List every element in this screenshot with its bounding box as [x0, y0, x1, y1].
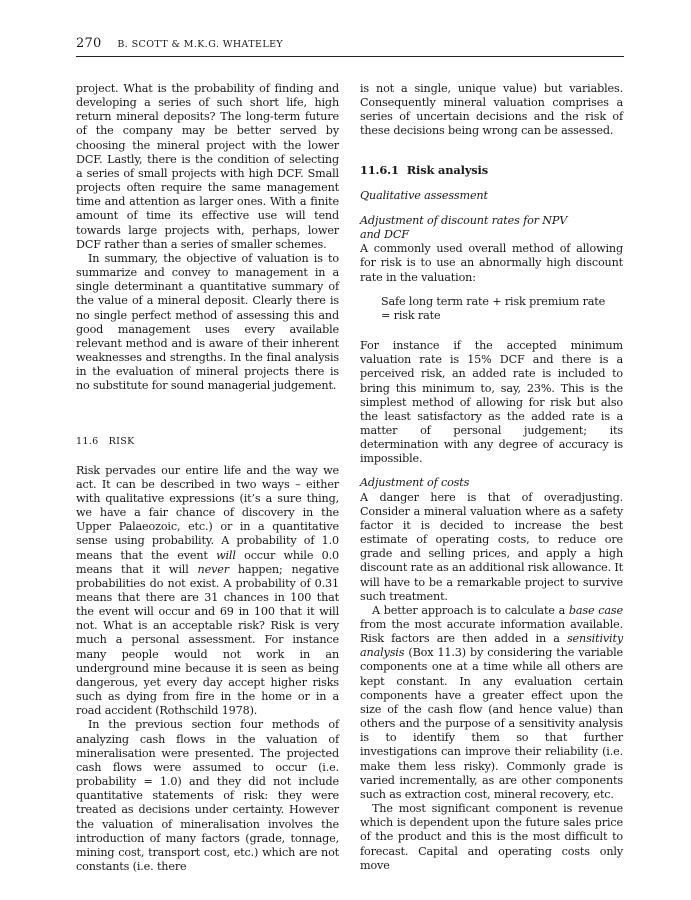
paragraph: A better approach is to calculate a base case from the most accurate information available. Risk factors are then added in a sensitivity analysis (Box 11.3) by considering the variable components one at a time while all others are kept constant. In any evaluation certain components have a greater effect upon the size of the cash flow (and hence value) than others and the purpose of a sensitivity analysis is to identify them so that further investigations can improve their reliability (i.e. make them less risky). Commonly grade is varied incrementally, as are other components such as extraction cost, mineral recovery, etc.	[360, 603, 623, 801]
paragraph: Risk pervades our entire life and the way we act. It can be described in two ways – either with qualitative expressions (it’s a sure thing, we have a fair chance of discovery in the Upper Palaeozoic, etc.) or in a quantitative sense using probability. A probability of 1.0 means that the event will occur while 0.0 means that it will never happen; negative probabilities do not exist. A probability of 0.31 means that there are 31 chances in 100 that the event will occur and 69 in 100 that it will not. What is an acceptable risk? Risk is very much a personal assessment. For instance many people would not work in an underground mine because it is seen as being dangerous, yet every day accept higher risks such as dying from fire in the home or in a road accident (Rothschild 1978).	[76, 463, 339, 718]
paragraph: A danger here is that of overadjusting. Consider a mineral valuation where as a safety factor it is decided to increase the best estimate of operating costs, to reduce ore grade and selling prices, and apply a high discount rate as an additional risk allowance. It will have to be a remarkable project to survive such treatment.	[360, 490, 624, 603]
discount-rates-heading: Adjustment of discount rates for NPV and DCF	[360, 213, 568, 242]
running-header	[76, 36, 624, 51]
left-column	[76, 82, 339, 874]
paragraph: A commonly used overall method of allowing for risk is to use an abnormally high discount rate in the valuation:	[360, 242, 623, 284]
header-rule	[76, 56, 624, 57]
paragraph: is not a single, unique value) but variables. Consequently mineral valuation comprises a series of uncertain decisions and the risk of these decisions being wrong can be assessed.	[360, 82, 623, 138]
paragraph: In summary, the objective of valuation is to summarize and convey to management in a single determinant a quantitative summary of the value of a mineral deposit. Clearly there is no single perfect method of assessing this and good management uses every available relevant method and is aware of their inherent weaknesses and strengths. In the final analysis in the evaluation of mineral projects there is no substitute for sound managerial judgement.	[76, 251, 339, 393]
paragraph: For instance if the accepted minimum valuation rate is 15% DCF and there is a perceived risk, an added rate is included to bring this minimum to, say, 23%. This is the simplest method of allowing for risk but also the least satisfactory as the added rate is a matter of personal judgement; its determination with any degree of accuracy is impossible.	[360, 339, 623, 466]
page-number: 270	[76, 36, 102, 51]
running-head-authors: B. SCOTT & M.K.G. WHATELEY	[117, 39, 284, 50]
adjustment-of-costs-heading: Adjustment of costs	[360, 476, 470, 490]
paragraph: project. What is the probability of finding and developing a series of such short life, high return mineral deposits? The long-term future of the company may be better served by choosing the mineral project with the lower DCF. Lastly, there is the condition of selecting a series of small projects with high DCF. Small projects often require the same management time and attention as larger ones. With a finite amount of time its effective use will tend towards large projects with, perhaps, lower DCF rather than a series of smaller schemes.	[76, 82, 339, 251]
paragraph: In the previous section four methods of analyzing cash flows in the valuation of mineralisation were presented. The projected cash flows were assumed to occur (i.e. probability = 1.0) and they did not include quantitative statements of risk: they were treated as decisions under certainty. However the valuation of mineralisation involves the introduction of many factors (grade, tonnage, mining cost, transport cost, etc.) which are not constants (i.e. there	[76, 718, 339, 873]
right-column	[360, 82, 623, 873]
paragraph: The most significant component is revenue which is dependent upon the future sales price of the product and this is the most difficult to forecast. Capital and operating costs only move	[360, 802, 623, 872]
section-heading: 11.6 RISK	[76, 436, 135, 448]
subsection-heading: 11.6.1 Risk analysis	[360, 162, 488, 177]
risk-rate-formula: Safe long term rate + risk premium rate = risk rate	[381, 294, 606, 322]
qualitative-assessment-heading: Qualitative assessment	[360, 188, 488, 202]
